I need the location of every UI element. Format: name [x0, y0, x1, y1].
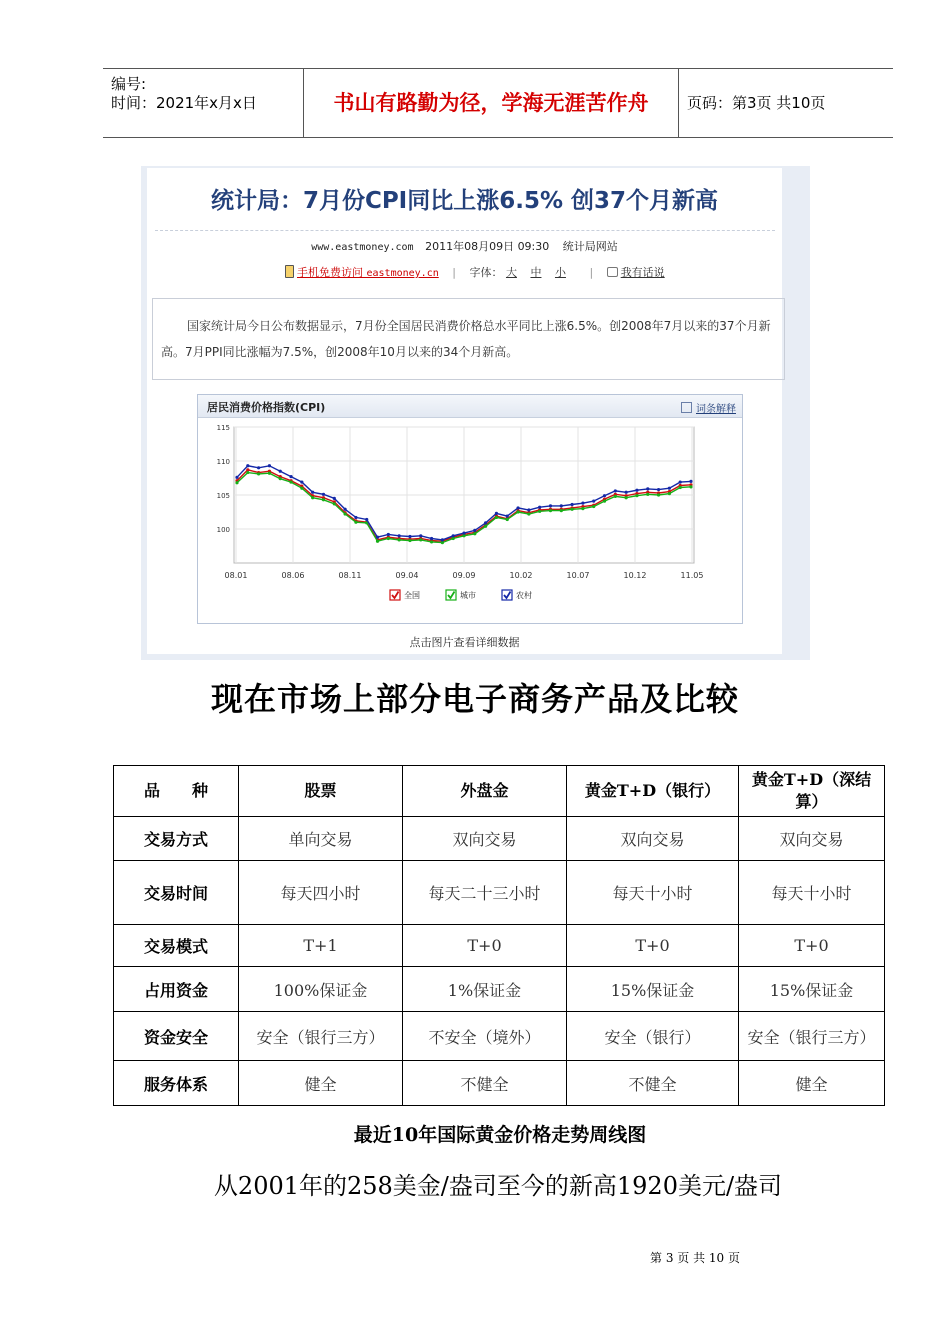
table-cell: 不安全（境外） [403, 1012, 567, 1061]
table-cell: 不健全 [403, 1061, 567, 1106]
table-cell: 交易时间 [114, 861, 239, 925]
divider [155, 230, 775, 231]
time-label: 时间：2021年x月x日 [111, 94, 257, 112]
data-point [538, 506, 541, 509]
data-point [484, 521, 487, 524]
data-point [603, 494, 606, 497]
data-point [279, 470, 282, 473]
data-point [246, 464, 249, 467]
data-point [408, 539, 411, 542]
data-point [257, 472, 260, 475]
table-cell: 15%保证金 [567, 967, 739, 1012]
data-point [635, 494, 638, 497]
header-motto: 书山有路勤为径，学海无涯苦作舟 [303, 69, 679, 137]
data-point [246, 468, 249, 471]
y-tick-label: 115 [216, 424, 230, 432]
data-point [430, 540, 433, 543]
data-point [376, 540, 379, 543]
legend-label: 城市 [460, 591, 476, 600]
y-tick-label: 105 [216, 492, 230, 500]
data-point [570, 503, 573, 506]
table-cell: T+0 [739, 925, 885, 967]
data-point [614, 495, 617, 498]
legend-label: 全国 [404, 591, 420, 600]
data-point [646, 493, 649, 496]
data-point [311, 496, 314, 499]
data-point [387, 537, 390, 540]
data-point [289, 475, 292, 478]
data-point [311, 491, 314, 494]
table-header-cell: 外盘金 [403, 766, 567, 817]
data-point [679, 480, 682, 483]
data-point [354, 521, 357, 524]
x-tick-label: 10.12 [623, 571, 647, 580]
data-point [354, 516, 357, 519]
data-point [408, 535, 411, 538]
data-point [441, 538, 444, 541]
font-large-link[interactable]: 大 [505, 266, 517, 279]
table-header-row [114, 766, 885, 817]
x-tick-label: 09.09 [452, 571, 476, 580]
table-row [114, 925, 885, 967]
data-point [646, 487, 649, 490]
cpi-chart-panel[interactable] [197, 394, 743, 624]
table-cell: 每天二十三小时 [403, 861, 567, 925]
table-cell: 双向交易 [739, 817, 885, 861]
table-cell: 交易模式 [114, 925, 239, 967]
comparison-table [113, 765, 885, 1106]
x-tick-label: 08.01 [224, 571, 248, 580]
news-clipping [141, 166, 810, 660]
data-point [495, 512, 498, 515]
news-source: 统计局网站 [562, 240, 618, 253]
data-point [570, 508, 573, 511]
mobile-access-link[interactable]: 手机免费访问 eastmoney.cn [297, 266, 439, 279]
data-point [506, 518, 509, 521]
x-tick-label: 08.11 [338, 571, 362, 580]
table-cell: T+1 [239, 925, 403, 967]
legend-label: 农村 [516, 591, 532, 600]
table-cell: 双向交易 [403, 817, 567, 861]
table-cell: T+0 [403, 925, 567, 967]
x-tick-label: 10.02 [509, 571, 533, 580]
data-point [430, 537, 433, 540]
table-cell: 健全 [739, 1061, 885, 1106]
table-cell: 服务体系 [114, 1061, 239, 1106]
news-meta [147, 238, 782, 254]
x-tick-label: 09.04 [395, 571, 419, 580]
data-point [462, 531, 465, 534]
table-row [114, 1061, 885, 1106]
data-point [398, 534, 401, 537]
table-cell: 安全（银行） [567, 1012, 739, 1061]
table-cell: 双向交易 [567, 817, 739, 861]
data-point [473, 529, 476, 532]
data-point [343, 512, 346, 515]
data-point [268, 472, 271, 475]
data-point [300, 487, 303, 490]
data-point [322, 498, 325, 501]
data-point [549, 504, 552, 507]
cpi-chart-header [198, 395, 742, 418]
data-point [679, 486, 682, 489]
table-header-cell: 黄金T+D（深结算） [739, 766, 885, 817]
data-point [581, 502, 584, 505]
table-cell: 每天四小时 [239, 861, 403, 925]
data-point [257, 466, 260, 469]
table-cell: 交易方式 [114, 817, 239, 861]
news-title: 统计局：7月份CPI同比上涨6.5% 创37个月新高 [210, 188, 719, 214]
data-point [592, 500, 595, 503]
data-point [387, 533, 390, 536]
table-cell: 1%保证金 [403, 967, 567, 1012]
data-point [495, 516, 498, 519]
table-row [114, 817, 885, 861]
comment-icon [607, 267, 618, 277]
table-row [114, 1012, 885, 1061]
news-panel [147, 168, 782, 654]
table-header-cell: 黄金T+D（银行） [567, 766, 739, 817]
data-point [592, 505, 595, 508]
data-point [657, 488, 660, 491]
cpi-line-chart[interactable] [198, 417, 742, 623]
data-point [657, 493, 660, 496]
table-cell: T+0 [567, 925, 739, 967]
data-point [516, 510, 519, 513]
data-point [452, 534, 455, 537]
section-title: 现在市场上部分电子商务产品及比较 [210, 680, 739, 718]
data-point [419, 534, 422, 537]
news-datetime: 2011年08月09日 09:30 [425, 240, 550, 253]
data-point [560, 509, 563, 512]
data-point [625, 496, 628, 499]
data-point [581, 507, 584, 510]
table-cell: 每天十小时 [739, 861, 885, 925]
x-tick-label: 11.05 [680, 571, 704, 580]
page-footer: 第 3 页 共 10 页 [650, 1251, 740, 1265]
table-cell: 健全 [239, 1061, 403, 1106]
cpi-chart-title: 居民消费价格指数(CPI) [207, 401, 326, 414]
font-medium-link[interactable]: 中 [530, 266, 542, 279]
data-point [484, 525, 487, 528]
data-point [333, 502, 336, 505]
data-point [538, 510, 541, 513]
data-point [235, 481, 238, 484]
news-site[interactable]: www.eastmoney.com [311, 242, 414, 253]
data-point [689, 485, 692, 488]
data-point [333, 497, 336, 500]
x-tick-label: 08.06 [281, 571, 305, 580]
data-point [527, 508, 530, 511]
table-row [114, 967, 885, 1012]
page-header [103, 68, 893, 138]
data-point [635, 489, 638, 492]
data-point [289, 480, 292, 483]
data-point [527, 512, 530, 515]
y-tick-label: 100 [216, 526, 230, 534]
header-page-label: 页码：第3页 共10页 [687, 94, 826, 112]
data-point [322, 493, 325, 496]
font-size-label: 字体： [469, 266, 503, 279]
data-point [560, 504, 563, 507]
mobile-phone-icon [285, 265, 294, 278]
table-cell: 安全（银行三方） [239, 1012, 403, 1061]
font-small-link[interactable]: 小 [554, 266, 566, 279]
data-point [343, 508, 346, 511]
table-cell: 100%保证金 [239, 967, 403, 1012]
data-point [689, 480, 692, 483]
header-meta [103, 69, 303, 137]
table-row [114, 861, 885, 925]
data-point [549, 509, 552, 512]
table-header-cell: 品 种 [114, 766, 239, 817]
data-point [268, 464, 271, 467]
data-point [235, 476, 238, 479]
data-point [668, 487, 671, 490]
data-point [246, 471, 249, 474]
y-tick-label: 110 [216, 458, 230, 466]
chart-caption[interactable]: 点击图片查看详细数据 [409, 636, 520, 649]
data-point [625, 491, 628, 494]
data-point [603, 500, 606, 503]
table-cell: 15%保证金 [739, 967, 885, 1012]
data-point [279, 477, 282, 480]
data-point [419, 538, 422, 541]
news-toolbar: 手机免费访问 eastmoney.cn | 字体： 大 中 小 | 我有话说 [285, 264, 675, 280]
data-point [376, 536, 379, 539]
table-cell: 资金安全 [114, 1012, 239, 1061]
data-point [300, 480, 303, 483]
table-cell: 安全（银行三方） [739, 1012, 885, 1061]
x-tick-label: 10.07 [566, 571, 590, 580]
table-cell: 占用资金 [114, 967, 239, 1012]
data-point [506, 514, 509, 517]
term-help-link[interactable]: 词条解释 [681, 400, 736, 415]
gold-chart-subtitle: 从2001年的258美金/盎司至今的新高1920美元/盎司 [213, 1172, 783, 1200]
gold-chart-title: 最近10年国际黄金价格走势周线图 [353, 1124, 647, 1146]
news-summary: 国家统计局今日公布数据显示，7月份全国居民消费价格总水平同比上涨6.5%。创2008年7月以来的37个月新高。7月PPI同比涨幅为7.5%，创2008年10月以来的34个月新高。 [152, 298, 785, 380]
serial-label: 编号: [111, 75, 147, 93]
data-point [668, 492, 671, 495]
data-point [516, 506, 519, 509]
table-header-cell: 股票 [239, 766, 403, 817]
table-cell: 单向交易 [239, 817, 403, 861]
table-cell: 不健全 [567, 1061, 739, 1106]
data-point [398, 538, 401, 541]
data-point [614, 489, 617, 492]
comment-link[interactable]: 我有话说 [620, 266, 665, 279]
help-icon [681, 402, 692, 413]
data-point [365, 518, 368, 521]
data-point [473, 532, 476, 535]
table-cell: 每天十小时 [567, 861, 739, 925]
